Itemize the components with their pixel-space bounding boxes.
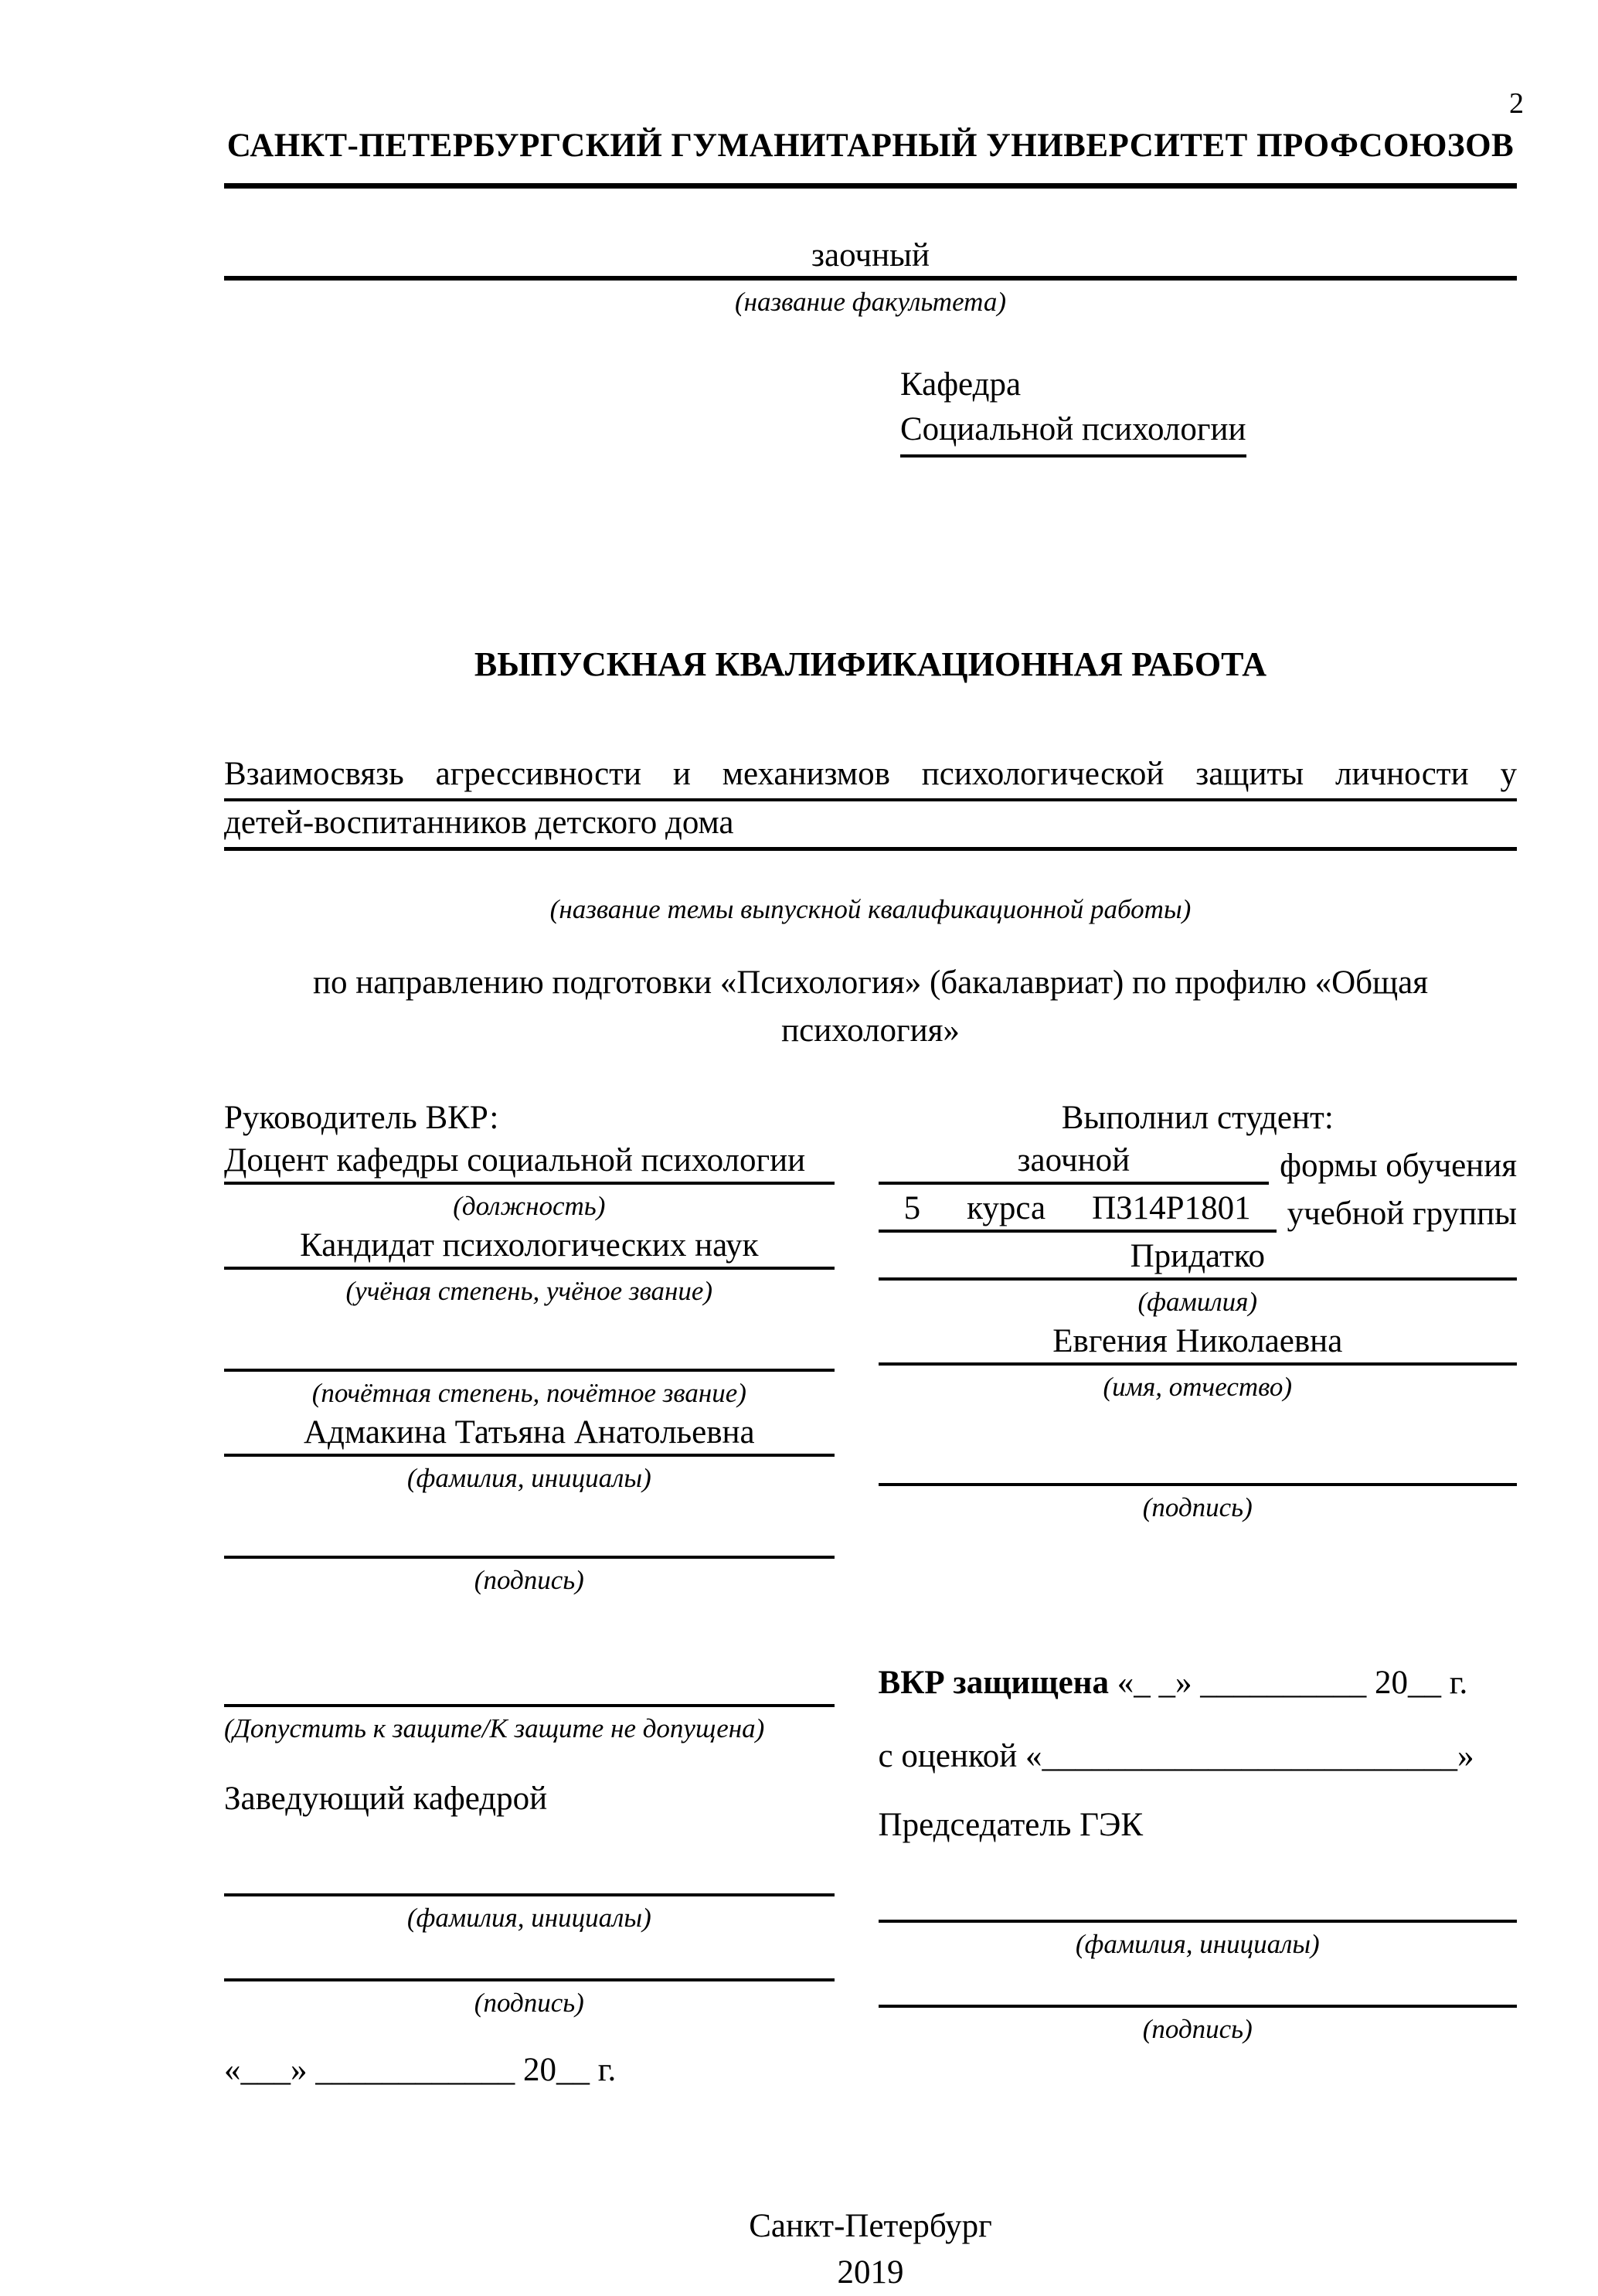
department-block	[900, 362, 1517, 457]
honorary-caption: (почётная степень, почётное звание)	[311, 1377, 746, 1408]
supervisor-column	[224, 1099, 835, 1596]
head-signature-caption: (подпись)	[474, 1987, 584, 2018]
chair-name-caption: (фамилия, инициалы)	[1075, 1928, 1320, 1959]
thesis-title-line1: Взаимосвязь агрессивности и механизмов психологической защиты личности у	[224, 755, 1517, 801]
study-form-suffix: формы обучения	[1280, 1147, 1517, 1184]
footer-year: 2019	[837, 2253, 904, 2291]
student-surname-caption: (фамилия)	[1137, 1286, 1258, 1317]
supervisor-heading: Руководитель ВКР:	[224, 1099, 499, 1136]
supervisor-degree: Кандидат психологических наук	[224, 1226, 835, 1270]
head-name-caption: (фамилия, инициалы)	[406, 1902, 651, 1933]
admission-column	[224, 1664, 835, 2089]
student-name-caption: (имя, отчество)	[1103, 1371, 1293, 1402]
department-label: Кафедра	[900, 366, 1022, 403]
student-name: Евгения Николаевна	[879, 1322, 1517, 1366]
footer-block	[224, 2203, 1517, 2296]
people-columns	[224, 1099, 1517, 1596]
degree-caption: (учёная степень, учёное звание)	[345, 1275, 713, 1306]
group-value: ПЗ14Р1801	[1092, 1189, 1251, 1226]
thesis-title-line2: детей-воспитанников детского дома	[224, 804, 1517, 851]
defense-defended-label: ВКР защищена	[878, 1664, 1109, 1701]
student-signature-caption: (подпись)	[1142, 1492, 1253, 1522]
supervisor-name: Адмакина Татьяна Анатольевна	[224, 1413, 835, 1457]
work-type-title: ВЫПУСКНАЯ КВАЛИФИКАЦИОННАЯ РАБОТА	[474, 645, 1267, 684]
chair-name-blank	[879, 1875, 1517, 1923]
admission-blank-line	[224, 1664, 835, 1707]
faculty-blank-line: заочный	[224, 236, 1517, 281]
university-title: САНКТ-ПЕТЕРБУРГСКИЙ ГУМАНИТАРНЫЙ УНИВЕРСИТЕТ ПРОФСОЮЗОВ	[224, 127, 1517, 189]
chair-signature-caption: (подпись)	[1142, 2013, 1253, 2044]
defense-column	[879, 1664, 1517, 2045]
study-form-line	[879, 1141, 1517, 1185]
group-suffix: учебной группы	[1287, 1195, 1517, 1232]
head-signature-blank	[224, 1938, 835, 1981]
supervisor-position: Доцент кафедры социальной психологии	[224, 1141, 835, 1185]
chair-signature-blank	[879, 1964, 1517, 2008]
position-caption: (должность)	[453, 1190, 606, 1221]
thesis-title-block	[224, 755, 1517, 851]
program-line: по направлению подготовки «Психология» (бакалавриат) по профилю «Общая психология»	[312, 964, 1429, 1049]
admission-caption: (Допустить к защите/К защите не допущена)	[224, 1713, 765, 1743]
department-value: Социальной психологии	[900, 407, 1246, 457]
defense-grade-line: с оценкой «_________________________»	[878, 1737, 1474, 1774]
course-value: 5	[903, 1189, 921, 1226]
gek-chair-label: Председатель ГЭК	[878, 1806, 1144, 1843]
department-head-label: Заведующий кафедрой	[224, 1780, 548, 1817]
student-heading: Выполнил студент:	[1061, 1099, 1334, 1136]
course-group-line	[879, 1189, 1517, 1233]
student-signature-blank	[879, 1438, 1517, 1486]
defense-defended-line	[879, 1664, 1517, 1702]
footer-city: Санкт-Петербург	[749, 2207, 992, 2244]
course-group-cells	[879, 1189, 1277, 1227]
page-number: 2	[1509, 87, 1524, 120]
student-column	[879, 1099, 1517, 1523]
admission-date-line: «___» ____________ 20__ г.	[224, 2051, 617, 2088]
supervisor-signature-caption: (подпись)	[474, 1564, 584, 1595]
thesis-title-caption: (название темы выпускной квалификационной работы)	[549, 894, 1192, 925]
supervisor-signature-blank	[224, 1515, 835, 1559]
course-label: курса	[967, 1189, 1046, 1226]
honorary-blank-line	[224, 1328, 835, 1372]
student-surname: Придатко	[879, 1237, 1517, 1281]
faculty-caption: (название факультета)	[734, 287, 1007, 317]
supervisor-name-caption: (фамилия, инициалы)	[406, 1462, 651, 1493]
defense-defended-rest: «_ _» __________ 20__ г.	[1117, 1664, 1468, 1701]
approval-columns	[224, 1664, 1517, 2089]
head-name-blank	[224, 1849, 835, 1896]
course-group-blank	[879, 1189, 1277, 1233]
study-form-blank: заочной	[879, 1141, 1270, 1185]
